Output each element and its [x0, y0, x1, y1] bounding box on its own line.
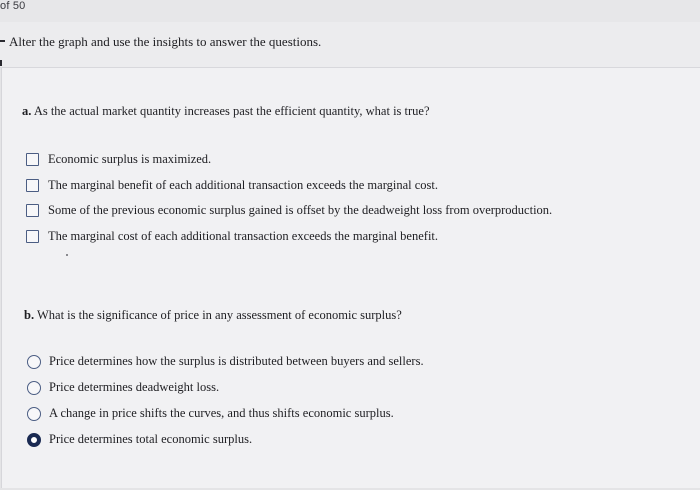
option-b-2-label: Price determines deadweight loss.	[49, 380, 220, 394]
question-a	[22, 104, 430, 119]
radio-icon[interactable]	[27, 355, 41, 369]
option-a-1[interactable]	[26, 152, 211, 167]
option-a-3-label: Some of the previous economic surplus gained is offset by the deadweight loss from overproduction.	[48, 203, 553, 217]
option-b-4-label: Price determines total economic surplus.	[49, 432, 253, 446]
left-edge-mark	[0, 60, 2, 66]
radio-icon[interactable]	[27, 381, 41, 395]
instruction-marker	[0, 40, 5, 42]
question-a-number: a.	[22, 104, 32, 118]
top-strip	[0, 0, 700, 22]
question-card	[1, 68, 700, 488]
option-a-2-label: The marginal benefit of each additional transaction exceeds the marginal cost.	[48, 178, 439, 192]
instruction-text: Alter the graph and use the insights to answer the questions.	[9, 34, 322, 49]
option-b-2[interactable]	[27, 380, 219, 395]
instruction-bar	[0, 22, 700, 68]
checkbox-icon[interactable]	[26, 230, 39, 243]
option-a-1-label: Economic surplus is maximized.	[48, 152, 212, 166]
option-b-3-label: A change in price shifts the curves, and thus shifts economic surplus.	[49, 406, 394, 420]
question-b-number: b.	[24, 308, 35, 322]
option-b-1[interactable]	[27, 354, 424, 369]
question-b	[24, 308, 402, 323]
checkbox-icon[interactable]	[26, 153, 39, 166]
option-b-1-label: Price determines how the surplus is distributed between buyers and sellers.	[49, 354, 424, 368]
option-a-2[interactable]	[26, 178, 438, 193]
option-b-3[interactable]	[27, 406, 394, 421]
option-a-4-label: The marginal cost of each additional transaction exceeds the marginal benefit.	[48, 229, 439, 243]
question-b-text: What is the significance of price in any assessment of economic surplus?	[36, 308, 402, 322]
radio-icon[interactable]	[27, 407, 41, 421]
option-b-4[interactable]	[27, 432, 252, 447]
checkbox-icon[interactable]	[26, 179, 39, 192]
option-a-4[interactable]	[26, 229, 438, 244]
checkbox-icon[interactable]	[26, 204, 39, 217]
radio-selected-icon[interactable]	[27, 433, 41, 447]
option-a-3[interactable]	[26, 203, 552, 218]
page-counter: of 50	[0, 0, 26, 12]
question-a-text: As the actual market quantity increases past the efficient quantity, what is true?	[33, 104, 430, 118]
stray-dot	[66, 254, 68, 256]
